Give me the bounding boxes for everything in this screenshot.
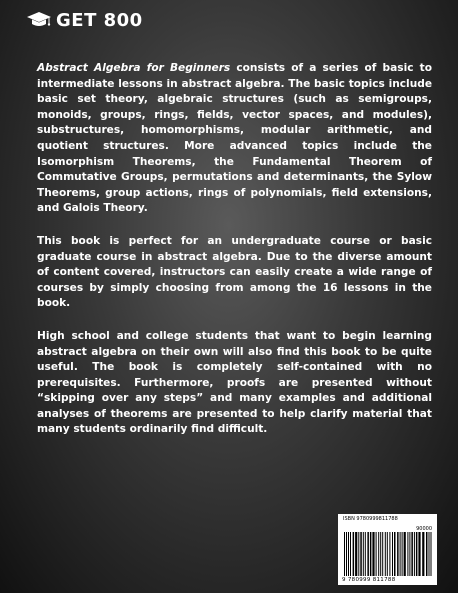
barcode-bar — [363, 532, 364, 576]
isbn-label: ISBN 9780999811788 — [343, 516, 398, 522]
description-paragraph-3: High school and college students that want to begin learning abstract algebra on their own will also find this book to be quite useful. The book is completely self-contained with no prerequisites. Furthermore, proofs are presented without “skipping over any steps” and many examples and additional analyses of theorems are presented to help clarify material that many students ordinarily find difficult. — [37, 329, 432, 436]
barcode-bars — [344, 532, 432, 576]
book-description — [37, 61, 432, 455]
barcode-bar — [411, 532, 413, 576]
barcode-bar — [414, 532, 415, 576]
logo-text: GET 800 — [56, 9, 143, 31]
barcode-bar — [348, 532, 349, 576]
barcode-bar — [409, 532, 410, 576]
barcode-bar — [402, 532, 403, 576]
barcode-bar — [344, 532, 345, 576]
isbn-barcode — [338, 514, 437, 585]
barcode-bar — [418, 532, 420, 576]
description-paragraph-2: This book is perfect for an undergraduate course or basic graduate course in abstract algebra. Due to the diverse amount of content covered, instructors can easily create a wide range of courses by simply choosing from among the 16 lessons in the book. — [37, 234, 432, 310]
description-paragraph-1-text: consists of a series of basic to intermediate lessons in abstract algebra. The basic topics include basic set theory, algebraic structures (such as semigroups, monoids, groups, rings, fields, vector spaces, and modules), substructures, homomorphisms, modular arithmetic, and quotient structures. More advanced topics include the Isomorphism Theorems, the Fundamental Theorem of Commutative Groups, permutations and determinants, the Sylow Theorems, group actions, rings of polynomials, field extensions, and Galois Theory. — [37, 62, 432, 215]
barcode-bar — [380, 532, 381, 576]
barcode-digits: 9 780999 811788 — [342, 577, 396, 583]
barcode-bar — [365, 532, 366, 576]
barcode-bar — [346, 532, 347, 576]
barcode-bar — [367, 532, 369, 576]
barcode-bar — [360, 532, 362, 576]
barcode-bar — [407, 532, 408, 576]
barcode-bar — [392, 532, 393, 576]
barcode-bar — [382, 532, 383, 576]
barcode-bar — [400, 532, 401, 576]
barcode-bar — [387, 532, 388, 576]
barcode-bar — [353, 532, 355, 576]
barcode-bar — [376, 532, 377, 576]
barcode-bar — [358, 532, 359, 576]
barcode-bar — [431, 532, 432, 576]
barcode-bar — [416, 532, 418, 576]
barcode-bar — [404, 532, 406, 576]
barcode-bar — [370, 532, 372, 576]
price-code: 90000 — [416, 526, 432, 532]
barcode-bar — [426, 532, 428, 576]
barcode-bar — [394, 532, 396, 576]
barcode-bar — [389, 532, 390, 576]
graduation-cap-icon — [26, 11, 52, 29]
publisher-logo — [26, 8, 143, 32]
barcode-bar — [397, 532, 399, 576]
description-paragraph-1 — [37, 61, 432, 217]
barcode-bar — [429, 532, 430, 576]
barcode-bar — [422, 532, 424, 576]
barcode-bar — [378, 532, 379, 576]
barcode-bar — [372, 532, 374, 576]
barcode-bar — [355, 532, 357, 576]
barcode-bar — [350, 532, 351, 576]
barcode-bar — [385, 532, 386, 576]
book-title: Abstract Algebra for Beginners — [37, 62, 231, 74]
